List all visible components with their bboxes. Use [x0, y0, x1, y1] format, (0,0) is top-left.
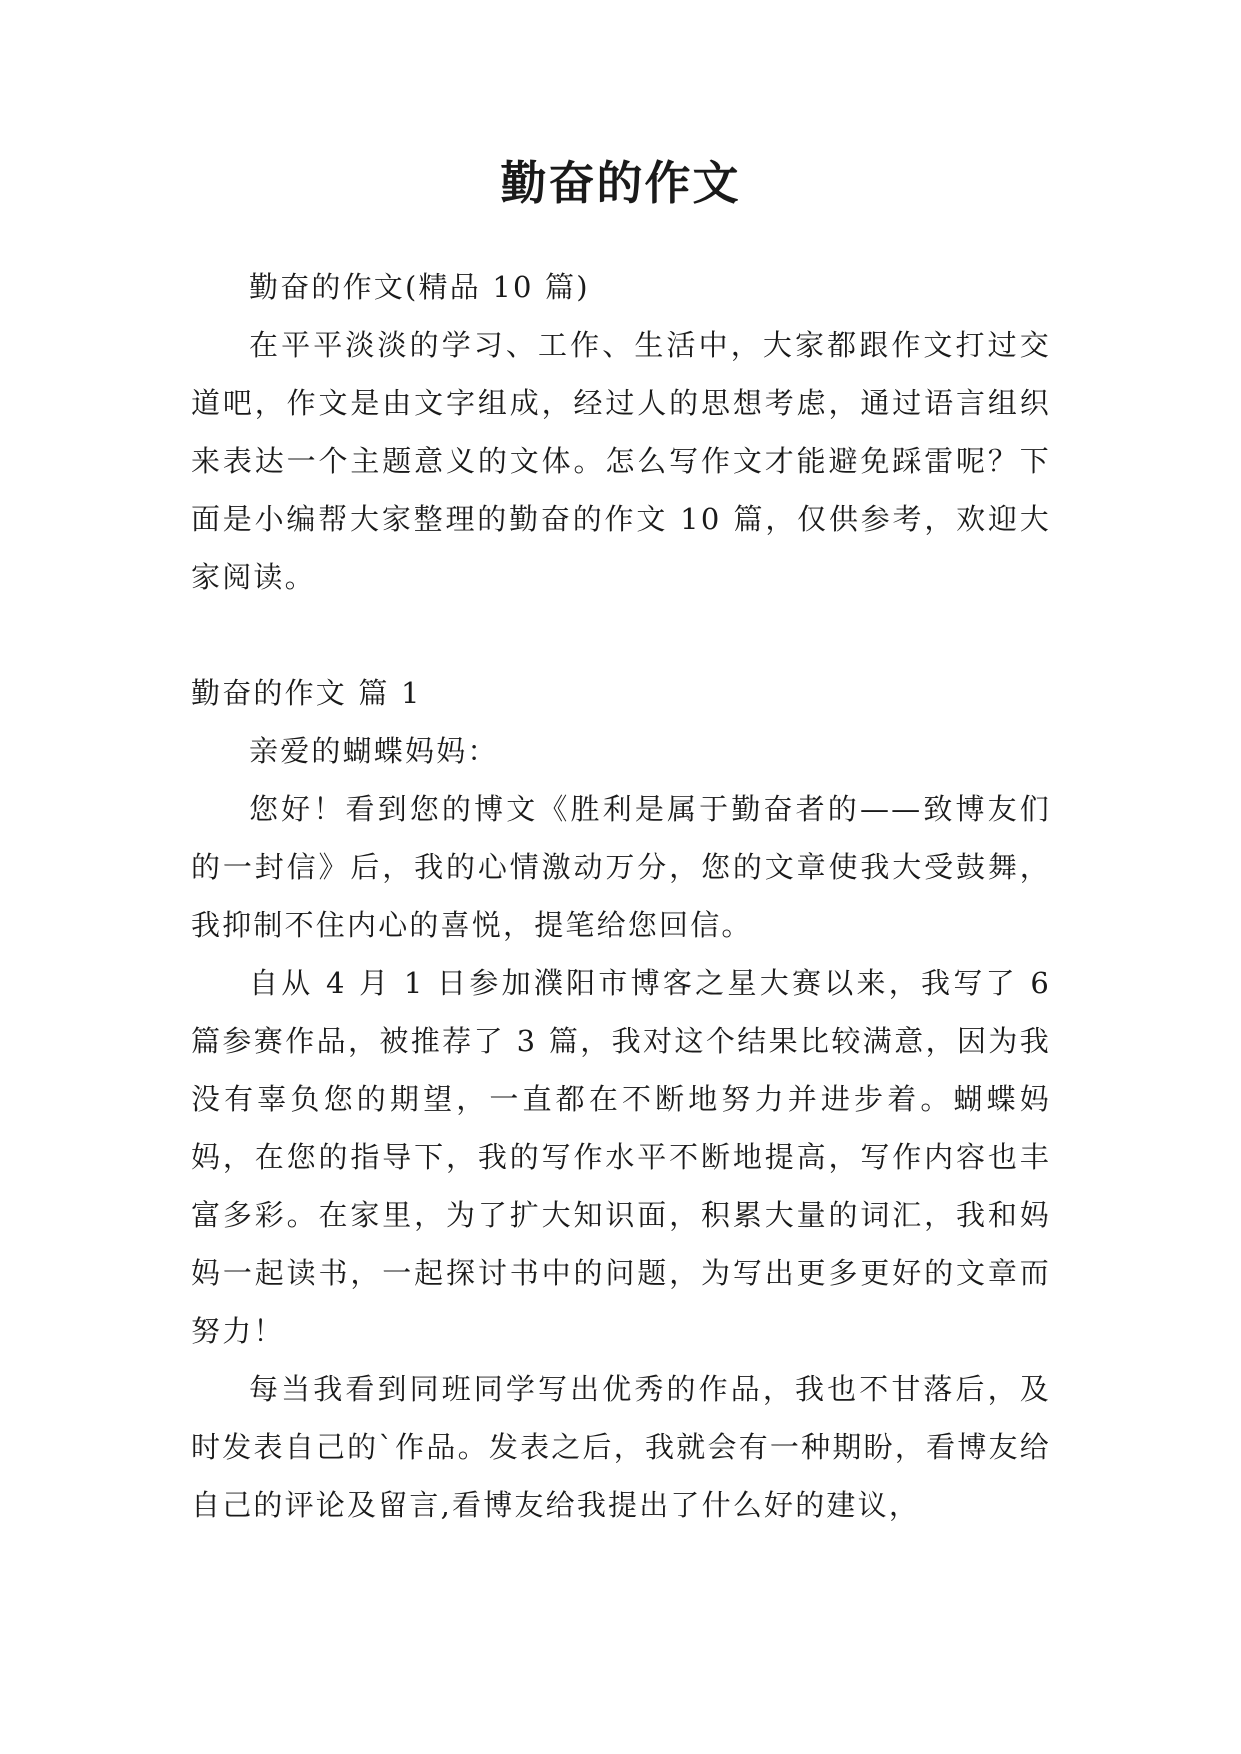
body-paragraph: 自从 4 月 1 日参加濮阳市博客之星大赛以来，我写了 6 篇参赛作品，被推荐了 3 篇，我对这个结果比较满意，因为我没有辜负您的期望，一直都在不断地努力并进步着。蝴蝶妈妈，在您的指导下，我的写作水平不断地提高，写作内容也丰富多彩。在家里，为了扩大知识面，积累大量的词汇，我和妈妈一起读书，一起探讨书中的问题，为写出更多更好的文章而努力！: [191, 966, 1051, 1348]
letter-salutation: 亲爱的蝴蝶妈妈：: [249, 734, 499, 768]
body-paragraph: 每当我看到同班同学写出优秀的作品，我也不甘落后，及时发表自己的`作品。发表之后，我就会有一种期盼，看博友给自己的评论及留言,看博友给我提出了什么好的建议，: [191, 1372, 1051, 1522]
intro-paragraph: 在平平淡淡的学习、工作、生活中，大家都跟作文打过交道吧，作文是由文字组成，经过人的思想考虑，通过语言组织来表达一个主题意义的文体。怎么写作文才能避免踩雷呢？下面是小编帮大家整理的勤奋的作文 10 篇，仅供参考，欢迎大家阅读。: [191, 328, 1051, 594]
document-title: 勤奋的作文: [500, 156, 741, 210]
body-paragraph: 您好！看到您的博文《胜利是属于勤奋者的——致博友们的一封信》后，我的心情激动万分，您的文章使我大受鼓舞，我抑制不住内心的喜悦，提笔给您回信。: [191, 792, 1051, 942]
document-subtitle: 勤奋的作文(精品 10 篇): [249, 270, 590, 304]
section-spacer: [191, 606, 1051, 664]
section-heading: 勤奋的作文 篇 1: [191, 676, 422, 710]
document-body: [191, 258, 1051, 1534]
